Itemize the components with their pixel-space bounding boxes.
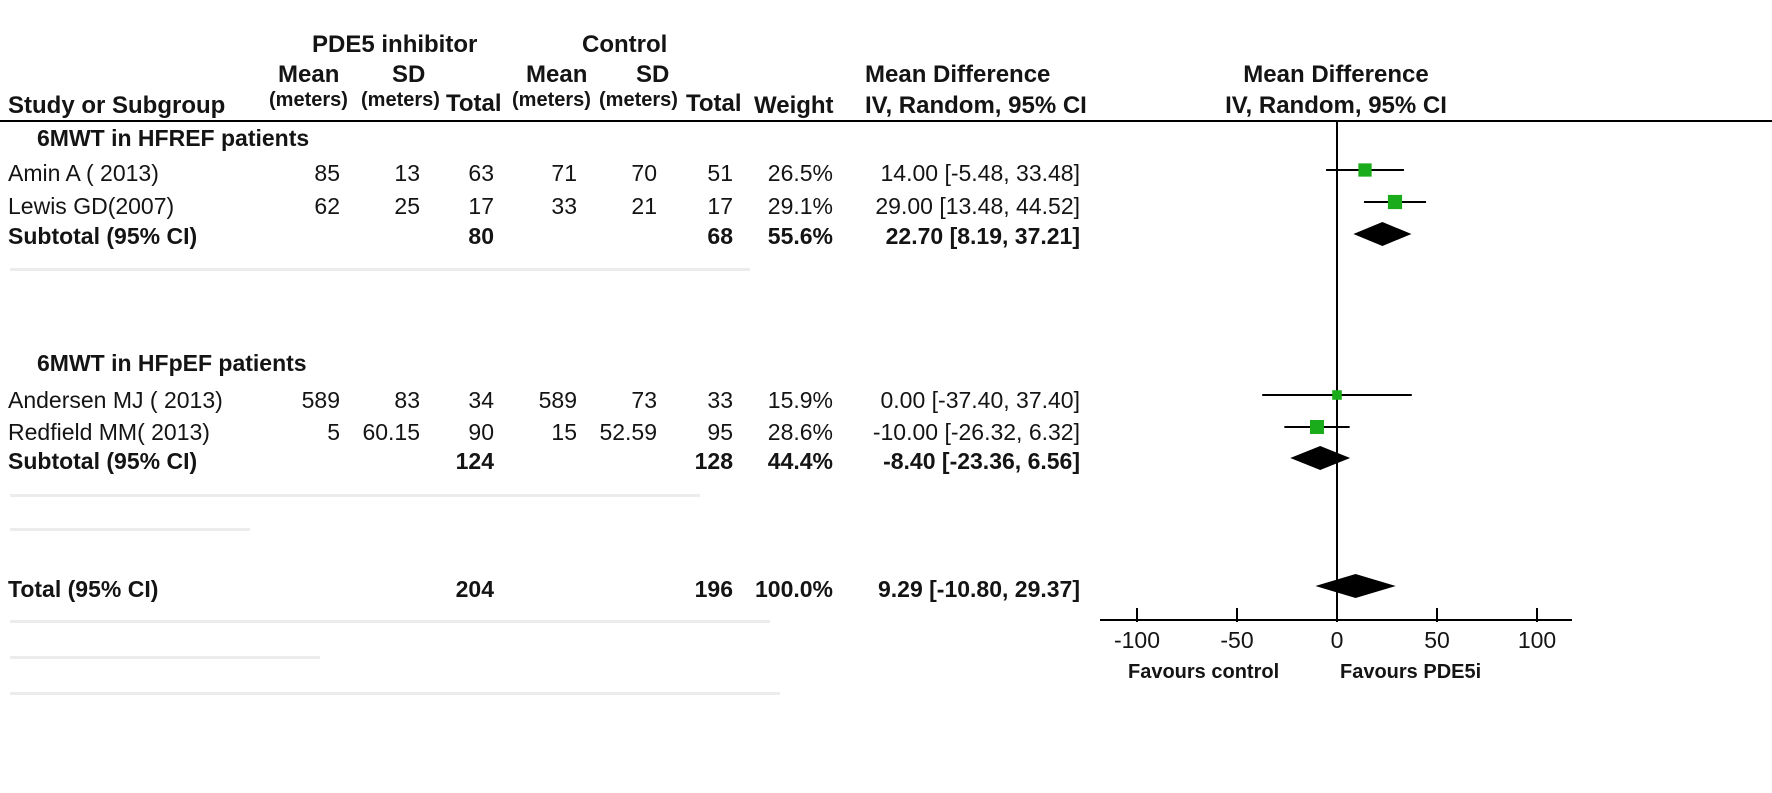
x-tick-label: 100	[1517, 627, 1557, 653]
subtotal-label: Subtotal (95% CI)	[8, 223, 198, 249]
favours-pde5i-label: Favours PDE5i	[1340, 661, 1482, 683]
exp-total: 34	[468, 387, 494, 413]
group-exp-header: PDE5 inhibitor	[312, 31, 478, 58]
ctrl-mean-unit: (meters)	[512, 89, 591, 111]
subgroup-title: 6MWT in HFpEF patients	[37, 350, 307, 376]
ctrl-sd: 52.59	[599, 419, 657, 445]
ctrl-total: 17	[707, 193, 733, 219]
ctrl-mean: 589	[538, 387, 577, 413]
favours-control-label: Favours control	[1128, 661, 1280, 683]
exp-total: 90	[468, 419, 494, 445]
exp-sd-unit: (meters)	[361, 89, 440, 111]
weight: 15.9%	[767, 387, 833, 413]
plot-method: IV, Random, 95% CI	[1225, 92, 1447, 119]
exp-total: 124	[455, 448, 494, 474]
study-effect-marker	[1358, 163, 1371, 176]
md-ci: -10.00 [-26.32, 6.32]	[872, 419, 1080, 445]
ctrl-total-header: Total	[686, 90, 742, 117]
summary-diamond	[1315, 574, 1395, 598]
ctrl-total: 95	[707, 419, 733, 445]
exp-total: 204	[455, 576, 494, 602]
md-method-header: IV, Random, 95% CI	[865, 92, 1087, 119]
exp-sd: 13	[394, 160, 420, 186]
ctrl-mean-header: Mean	[526, 61, 588, 88]
exp-mean: 589	[301, 387, 340, 413]
exp-total-header: Total	[446, 90, 502, 117]
exp-sd: 60.15	[362, 419, 420, 445]
ctrl-total: 51	[707, 160, 733, 186]
study-effect-marker	[1310, 420, 1324, 434]
exp-sd: 25	[394, 193, 420, 219]
exp-mean: 62	[314, 193, 340, 219]
ctrl-sd: 70	[631, 160, 657, 186]
weight: 29.1%	[767, 193, 833, 219]
x-tick-label: -50	[1220, 627, 1254, 653]
ctrl-sd: 73	[631, 387, 657, 413]
ctrl-mean: 71	[551, 160, 577, 186]
md-ci: -8.40 [-23.36, 6.56]	[883, 448, 1080, 474]
weight: 26.5%	[767, 160, 833, 186]
total-label: Total (95% CI)	[8, 576, 159, 602]
exp-mean-header: Mean	[278, 61, 340, 88]
study-name: Amin A ( 2013)	[8, 160, 159, 186]
exp-sd: 83	[394, 387, 420, 413]
summary-diamond	[1353, 222, 1411, 246]
ctrl-mean: 15	[551, 419, 577, 445]
summary-diamond	[1290, 446, 1350, 470]
weight-header: Weight	[754, 92, 834, 119]
group-ctrl-header: Control	[582, 31, 668, 58]
subgroup-title: 6MWT in HFREF patients	[37, 125, 310, 151]
md-ci: 0.00 [-37.40, 37.40]	[880, 387, 1080, 413]
study-effect-marker	[1332, 390, 1342, 400]
exp-mean-unit: (meters)	[269, 89, 348, 111]
exp-total: 63	[468, 160, 494, 186]
x-tick-label: 0	[1330, 627, 1344, 653]
md-ci: 9.29 [-10.80, 29.37]	[877, 576, 1080, 602]
md-ci: 22.70 [8.19, 37.21]	[885, 223, 1080, 249]
ctrl-sd: 21	[631, 193, 657, 219]
subtotal-label: Subtotal (95% CI)	[8, 448, 198, 474]
x-tick-label: 50	[1424, 627, 1450, 653]
weight: 100.0%	[754, 576, 833, 602]
md-title-header: Mean Difference	[865, 61, 1051, 88]
plot-title: Mean Difference	[1243, 61, 1429, 88]
ctrl-total: 68	[707, 223, 733, 249]
study-name: Andersen MJ ( 2013)	[8, 387, 223, 413]
study-name: Lewis GD(2007)	[8, 193, 175, 219]
ctrl-sd-header: SD	[636, 61, 670, 88]
weight: 28.6%	[767, 419, 833, 445]
weight: 55.6%	[767, 223, 833, 249]
exp-mean: 5	[327, 419, 340, 445]
study-effect-marker	[1388, 195, 1402, 209]
exp-total: 80	[468, 223, 494, 249]
md-ci: 14.00 [-5.48, 33.48]	[880, 160, 1080, 186]
ctrl-mean: 33	[551, 193, 577, 219]
md-ci: 29.00 [13.48, 44.52]	[875, 193, 1080, 219]
ctrl-total: 33	[707, 387, 733, 413]
study-name: Redfield MM( 2013)	[8, 419, 210, 445]
ctrl-total: 128	[694, 448, 733, 474]
exp-total: 17	[468, 193, 494, 219]
ctrl-total: 196	[694, 576, 733, 602]
weight: 44.4%	[767, 448, 833, 474]
exp-mean: 85	[314, 160, 340, 186]
ctrl-sd-unit: (meters)	[599, 89, 678, 111]
x-tick-label: -100	[1113, 627, 1161, 653]
exp-sd-header: SD	[392, 61, 426, 88]
study-column-header: Study or Subgroup	[8, 92, 226, 119]
